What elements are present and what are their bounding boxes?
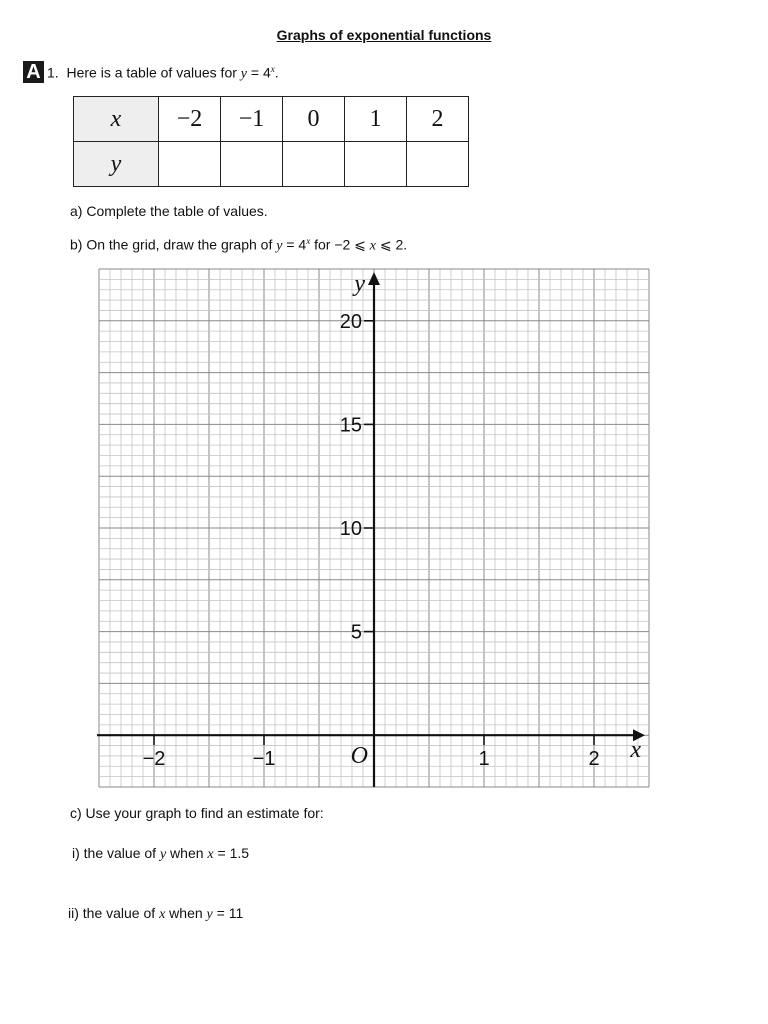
table-answer-cell-y[interactable] — [221, 142, 283, 187]
part-c-ii-when: when — [165, 905, 207, 921]
part-b-exponent: x — [306, 236, 311, 246]
part-b-eq: = 4 — [282, 236, 307, 253]
x-tick-label: 2 — [588, 748, 600, 771]
part-b-y: y — [276, 238, 283, 254]
table-row-y — [74, 142, 469, 187]
part-b-for: for −2 ⩽ — [310, 236, 370, 253]
y-tick-label: 10 — [339, 518, 362, 540]
table-cell-x: 1 — [345, 97, 407, 142]
part-a-text: a) Complete the table of values. — [70, 203, 268, 219]
table-cell-x: −1 — [221, 97, 283, 142]
part-c-i-end: = 1.5 — [213, 845, 250, 861]
part-c-ii-text — [68, 905, 243, 923]
table-answer-cell-y[interactable] — [407, 142, 469, 187]
page-title: Graphs of exponential functions — [276, 27, 492, 43]
part-c-i-text — [72, 845, 249, 863]
x-axis-label: x — [630, 737, 641, 764]
equation-y: y — [240, 66, 247, 82]
section-badge: A — [23, 61, 44, 83]
part-c-text: c) Use your graph to find an estimate for: — [70, 805, 324, 821]
y-axis-arrow-icon — [368, 272, 380, 285]
part-c-i-y: y — [159, 847, 167, 862]
question-intro: Here is a table of values for — [66, 64, 237, 81]
table-cell-x: 2 — [407, 97, 469, 142]
x-tick-label: −1 — [252, 748, 276, 771]
part-c-ii-x: x — [159, 907, 166, 922]
part-c-i-when: when — [166, 845, 208, 861]
part-c-ii-end: = 11 — [212, 905, 244, 921]
table-cell-x: −2 — [159, 97, 221, 142]
part-c-i-x: x — [207, 847, 214, 862]
question-number: 1. — [47, 64, 59, 81]
equation-exponent: x — [270, 64, 275, 74]
table-header-y: y — [74, 142, 159, 187]
part-b-x: x — [369, 238, 377, 254]
part-c-ii-y: y — [206, 907, 213, 922]
origin-label: O — [350, 743, 368, 770]
part-b-end: ⩽ 2. — [376, 236, 408, 253]
table-answer-cell-y[interactable] — [283, 142, 345, 187]
question-1-text — [47, 64, 279, 83]
equation-eq: = 4 — [247, 64, 271, 81]
graph-grid[interactable] — [96, 266, 652, 790]
part-b-prefix: b) On the grid, draw the graph of — [70, 236, 273, 253]
table-cell-x: 0 — [283, 97, 345, 142]
y-tick-label: 5 — [350, 621, 362, 644]
table-header-x: x — [74, 97, 159, 142]
equation-end: . — [274, 64, 279, 81]
part-c-i-prefix: i) the value of — [72, 845, 157, 861]
table-answer-cell-y[interactable] — [159, 142, 221, 187]
values-table — [73, 96, 469, 187]
x-tick-label: 1 — [478, 748, 490, 771]
y-axis-label: y — [354, 271, 365, 297]
part-c-ii-prefix: ii) the value of — [68, 905, 156, 921]
table-answer-cell-y[interactable] — [345, 142, 407, 187]
table-row-x — [74, 97, 469, 142]
y-tick-label: 15 — [339, 414, 362, 437]
part-b-text — [70, 236, 407, 255]
x-tick-label: −2 — [142, 748, 166, 771]
y-tick-label: 20 — [339, 310, 362, 333]
